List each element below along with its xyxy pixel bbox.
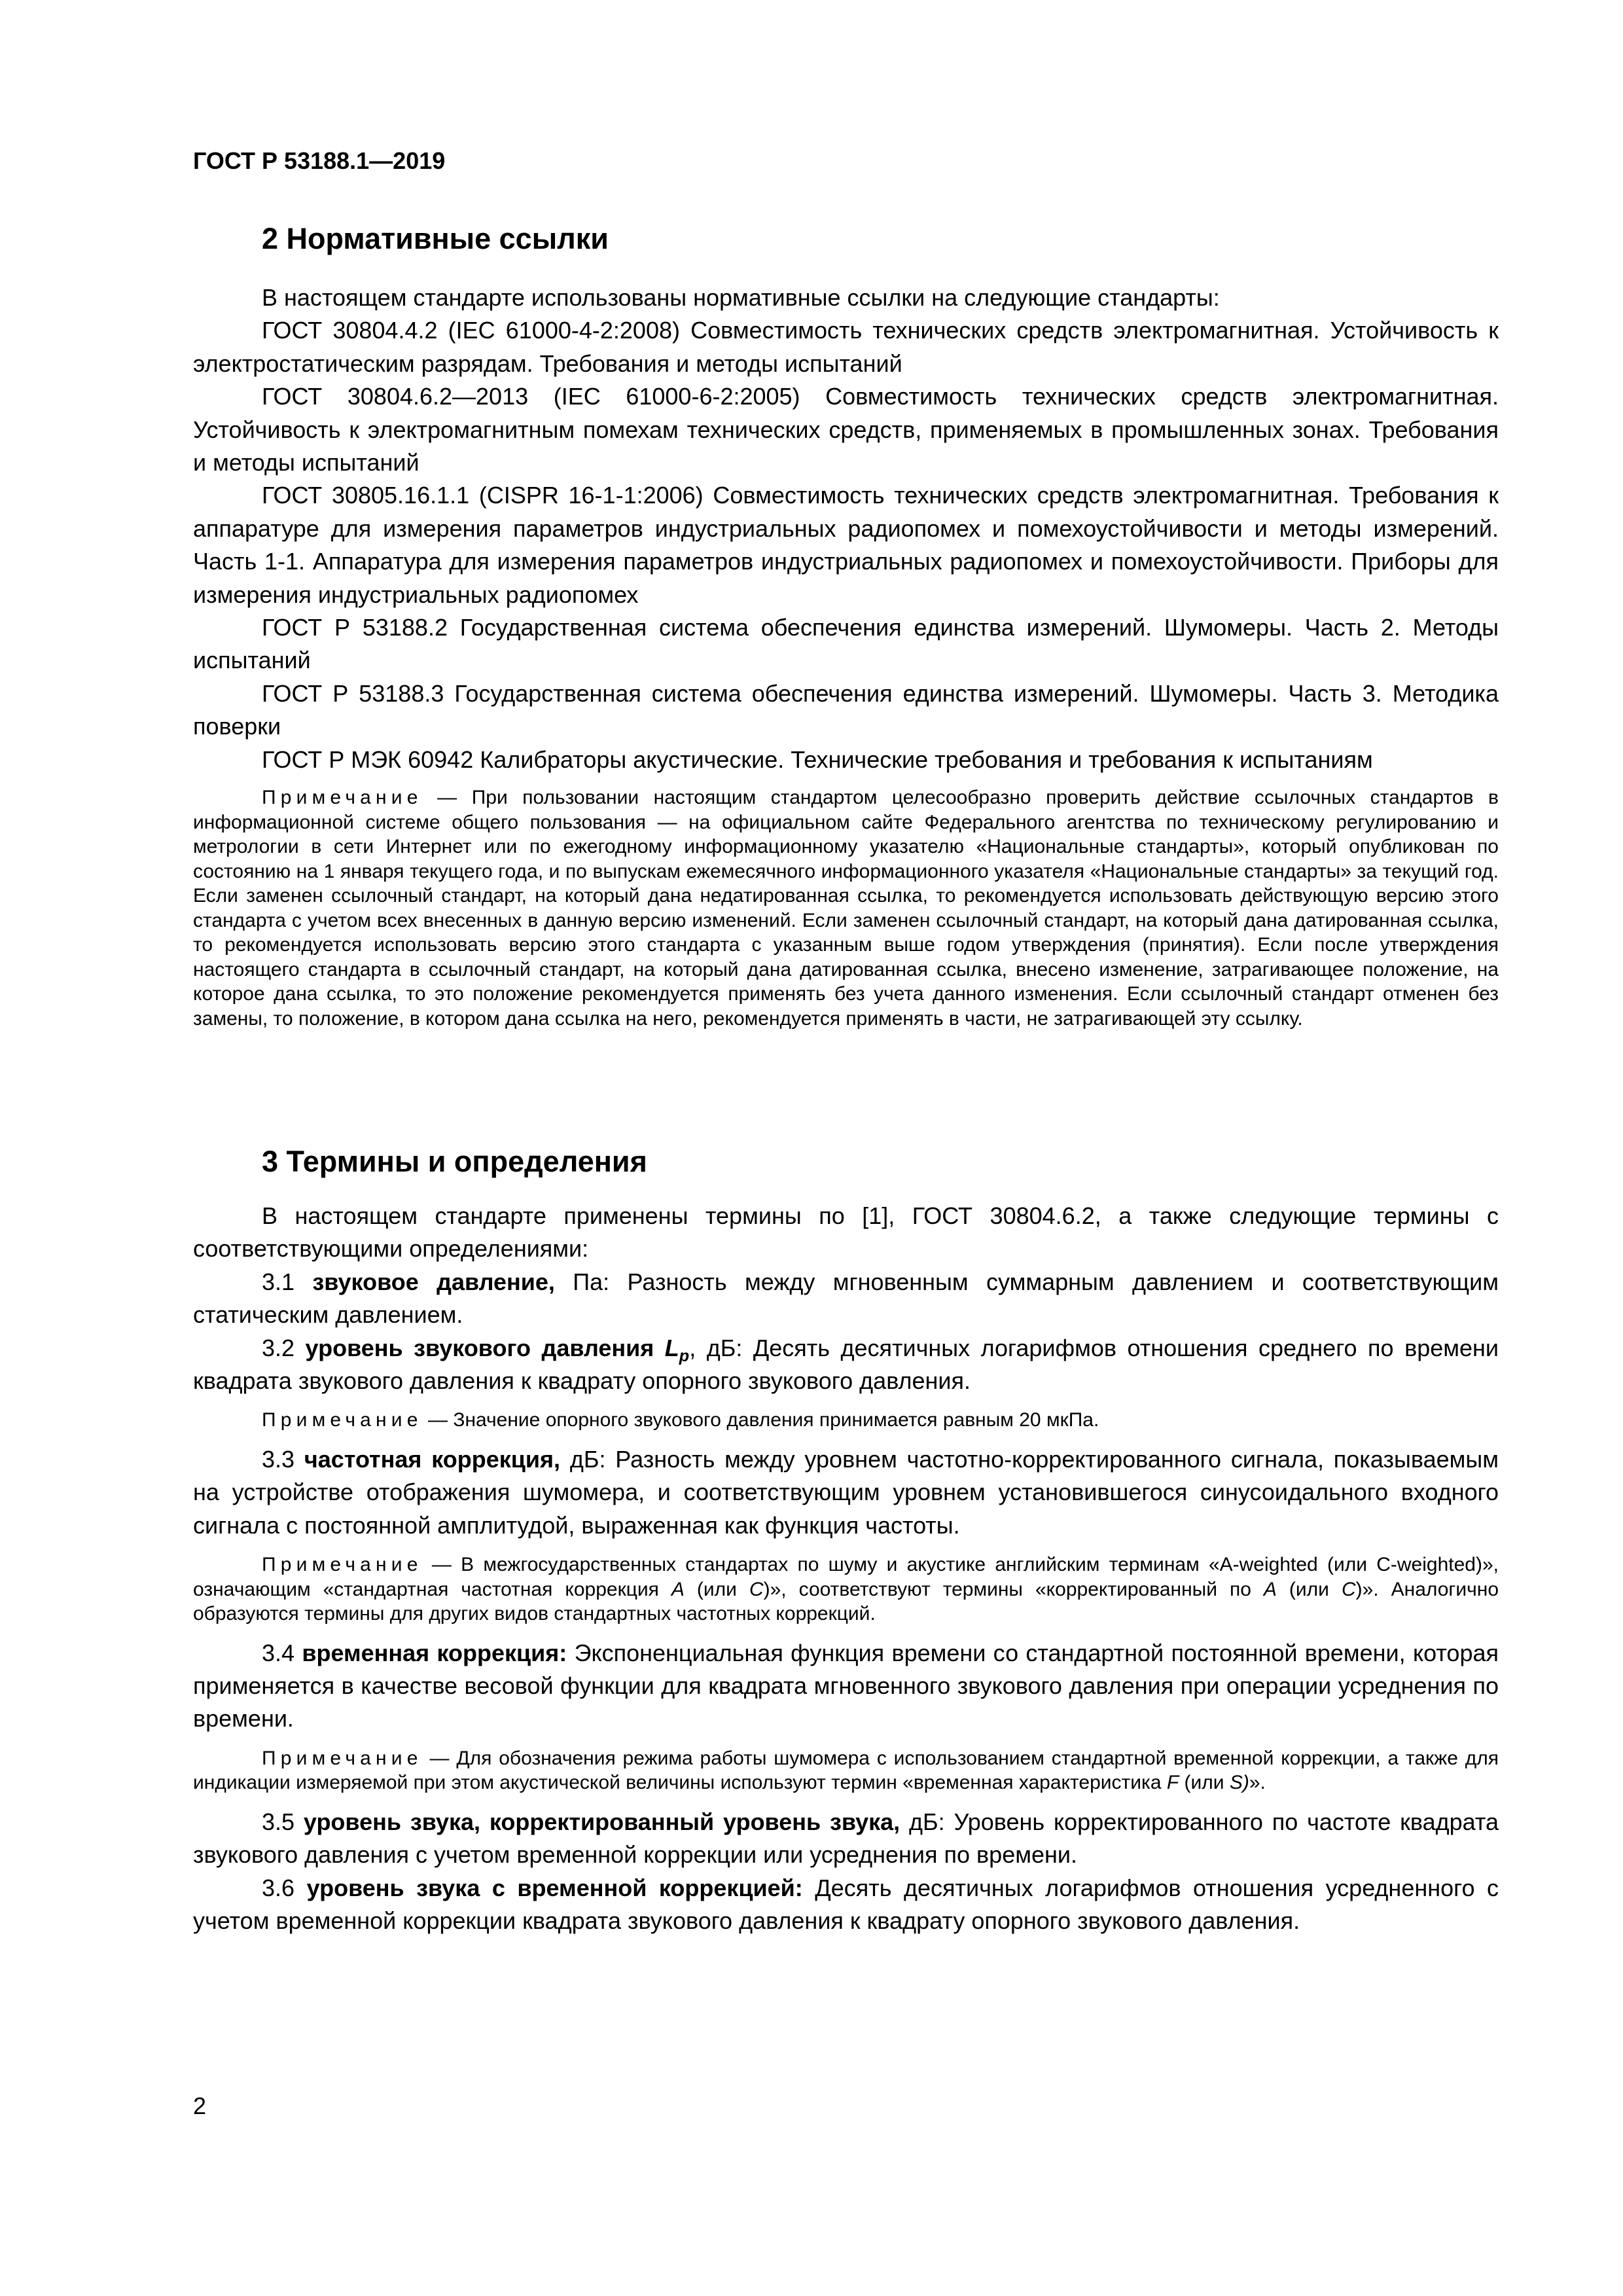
note-3-3 xyxy=(193,1552,1499,1626)
term-name: частотная коррекция, xyxy=(304,1445,561,1473)
note-text: ». xyxy=(1249,1772,1266,1794)
term-definition: дБ: Уровень корректированного по частоте квадрата звукового давления с учетом временной коррекции или усреднения по времени. xyxy=(193,1808,1499,1869)
note-italic: S) xyxy=(1229,1772,1249,1794)
term-3-5 xyxy=(193,1806,1499,1872)
note-text: — Значение опорного звукового давления принимается равным 20 мкПа. xyxy=(422,1409,1099,1431)
note-label: Примечание xyxy=(262,787,423,809)
reference-item: ГОСТ Р МЭК 60942 Калибраторы акустические. Технические требования и требования к испытаниям xyxy=(262,745,1373,773)
document-code: ГОСТ Р 53188.1—2019 xyxy=(193,147,446,174)
term-3-2 xyxy=(193,1332,1499,1398)
note-text: — В межгосударственных стандартах по шуму и акустике английским терминам «A-weighted (или C-weighted)», означающим «стандартная частотная коррекция xyxy=(193,1554,1499,1600)
note-label: Примечание xyxy=(262,1554,423,1576)
terms-block xyxy=(193,1200,1499,1938)
note-italic: F xyxy=(1166,1772,1179,1794)
term-name: уровень звука с временной коррекцией: xyxy=(306,1874,803,1901)
note-label: Примечание xyxy=(262,1747,423,1769)
terms-intro: В настоящем стандарте применены термины по [1], ГОСТ 30804.6.2, а также следующие термины с соответствующими определениями: xyxy=(193,1202,1499,1263)
note-italic: A xyxy=(671,1578,685,1600)
term-name: звуковое давление, xyxy=(312,1268,555,1295)
note-text: (или xyxy=(1276,1578,1342,1600)
term-definition: дБ: Разность между уровнем частотно-корректированного сигнала, показываемым на устройстве отображения шумомера, и соответствующим уровнем установившегося синусоидального входного сигнала с постоянной амплитудой, выраженная как функция частоты. xyxy=(193,1445,1499,1539)
note-3-4 xyxy=(193,1746,1499,1795)
term-definition: Экспоненциальная функция времени со стандартной постоянной времени, которая применяется в качестве весовой функции для квадрата мгновенного звукового давления при операции усреднения по времени. xyxy=(193,1639,1499,1732)
page-number: 2 xyxy=(193,2092,207,2119)
term-3-1 xyxy=(193,1266,1499,1332)
term-number: 3.5 xyxy=(262,1808,304,1835)
references-note xyxy=(193,785,1499,1031)
note-text: )», соответствуют термины «корректированный по xyxy=(763,1578,1264,1600)
reference-item: ГОСТ 30804.4.2 (IEC 61000-4-2:2008) Совместимость технических средств электромагнитная. Устойчивость к электростатическим разрядам. Требования и методы испытаний xyxy=(193,317,1499,377)
section-3-heading: 3 Термины и определения xyxy=(262,1145,647,1178)
term-number: 3.3 xyxy=(262,1445,304,1473)
term-symbol: L xyxy=(664,1334,679,1361)
reference-item: ГОСТ Р 53188.2 Государственная система обеспечения единства измерений. Шумомеры. Часть 2. Методы испытаний xyxy=(193,614,1499,674)
term-name: уровень звука, корректированный уровень звука, xyxy=(303,1808,901,1835)
term-3-6 xyxy=(193,1872,1499,1938)
term-definition: Па: Разность между мгновенным суммарным давлением и соответствующим статическим давлением. xyxy=(193,1268,1499,1329)
term-number: 3.4 xyxy=(262,1639,302,1666)
term-number: 3.1 xyxy=(262,1268,313,1295)
section-2-heading: 2 Нормативные ссылки xyxy=(262,222,609,255)
references-intro: В настоящем стандарте использованы нормативные ссылки на следующие стандарты: xyxy=(262,284,1220,311)
term-definition: , дБ: Десять десятичных логарифмов отношения среднего по времени квадрата звукового давления к квадрату опорного звукового давления. xyxy=(193,1334,1499,1395)
term-definition: Десять десятичных логарифмов отношения усредненного с учетом временной коррекции квадрата звукового давления к квадрату опорного звукового давления. xyxy=(193,1874,1499,1935)
term-number: 3.6 xyxy=(262,1874,307,1901)
term-3-4 xyxy=(193,1637,1499,1736)
term-name: временная коррекция: xyxy=(302,1639,567,1666)
note-3-2 xyxy=(193,1408,1499,1433)
term-symbol-subscript: p xyxy=(679,1346,690,1365)
note-text: — Для обозначения режима работы шумомера с использованием стандартной временной коррекции, а также для индикации измеряемой при этом акустической величины используют термин «временная характеристика xyxy=(193,1747,1499,1794)
reference-item: ГОСТ 30804.6.2—2013 (IEC 61000-6-2:2005) Совместимость технических средств электромагнитная. Устойчивость к электромагнитным помехам технических средств, применяемых в промышленных зонах. Требования и методы испытаний xyxy=(193,383,1499,476)
reference-item: ГОСТ Р 53188.3 Государственная система обеспечения единства измерений. Шумомеры. Часть 3. Методика поверки xyxy=(193,679,1499,740)
note-italic: A xyxy=(1263,1578,1277,1600)
term-name: уровень звукового давления xyxy=(305,1334,665,1361)
note-text: (или xyxy=(684,1578,749,1600)
normative-references-block xyxy=(193,281,1499,1031)
note-label: Примечание xyxy=(262,1409,423,1431)
note-text: (или xyxy=(1179,1772,1230,1794)
note-italic: C xyxy=(1341,1578,1356,1600)
term-number: 3.2 xyxy=(262,1334,306,1361)
note-italic: C xyxy=(749,1578,764,1600)
note-text: )». Аналогично образуются термины для других видов стандартных частотных коррекций. xyxy=(193,1578,1499,1625)
note-text: — При пользовании настоящим стандартом целесообразно проверить действие ссылочных стандартов в информационной системе общего пользования — на официальном сайте Федерального агентства по техническому регулированию и метрологии в сети Интернет или по ежегодному информационному указателю «Национальные стандарты», который опубликован по состоянию на 1 января текущего года, и по выпускам ежемесячного информационного указателя «Национальные стандарты» за текущий год. Если заменен ссылочный стандарт, на который дана недатированная ссылка, то рекомендуется использовать действующую версию этого стандарта с учетом всех внесенных в данную версию изменений. Если заменен ссылочный стандарт, на который дана датированная ссылка, то рекомендуется использовать версию этого стандарта с указанным выше годом утверждения (принятия). Если после утверждения настоящего стандарта в ссылочный стандарт, на который дана датированная ссылка, внесено изменение, затрагивающее положение, на которое дана ссылка, то это положение рекомендуется применять без учета данного изменения. Если ссылочный стандарт отменен без замены, то положение, в котором дана ссылка на него, рекомендуется применять в части, не затрагивающей эту ссылку. xyxy=(193,787,1499,1030)
reference-item: ГОСТ 30805.16.1.1 (CISPR 16-1-1:2006) Совместимость технических средств электромагнитная. Требования к аппаратуре для измерения параметров индустриальных радиопомех и помехоустойчивости и методы измерений. Часть 1-1. Аппаратура для измерения параметров индустриальных радиопомех и помехоустойчивости. Приборы для измерения индустриальных радиопомех xyxy=(193,482,1499,608)
term-3-3 xyxy=(193,1443,1499,1542)
